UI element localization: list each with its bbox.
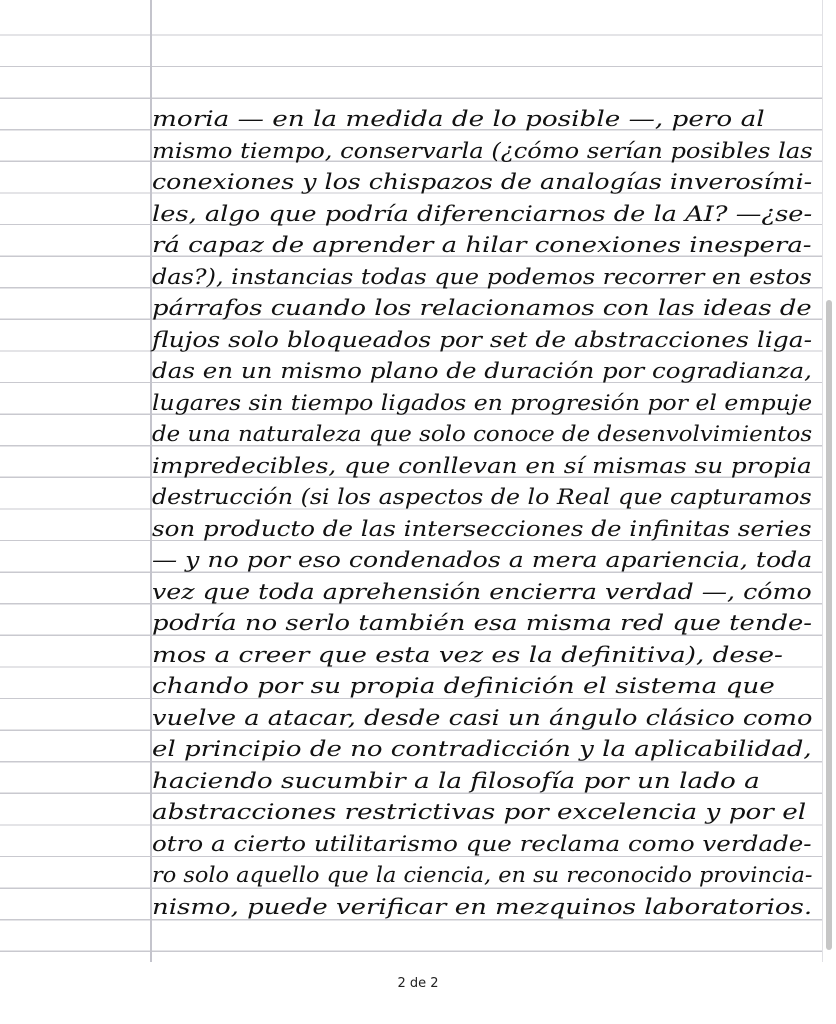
handwritten-text	[152, 104, 816, 923]
text-line: das en un mismo plano de duración por cogradianza,	[152, 359, 812, 383]
text-line: les, algo que podría diferenciarnos de la AI? —¿se-	[152, 201, 813, 226]
text-line: — y no por eso condenados a mera apariencia, toda	[152, 548, 813, 572]
text-line: moria — en la medida de lo posible —, pero al	[152, 107, 765, 131]
vertical-scrollbar[interactable]	[824, 0, 834, 962]
text-line: otro a cierto utilitarismo que reclama como verdade-	[152, 831, 812, 856]
text-line: son producto de las intersecciones de infinitas series	[152, 516, 812, 541]
page-edge	[822, 0, 823, 962]
text-line: ro solo aquello que la ciencia, en su reconocido provincia-	[152, 863, 813, 887]
text-line: impredecibles, que conllevan en sí mismas su propia	[152, 453, 812, 478]
text-line: rá capaz de aprender a hilar conexiones inespera-	[152, 233, 812, 257]
text-line: das?), instancias todas que podemos recorrer en estos	[152, 264, 812, 289]
page-indicator: 2 de 2	[397, 976, 439, 991]
text-line: podría no serlo también esa misma red que tende-	[152, 611, 813, 635]
text-line: vez que toda aprehensión encierra verdad —, cómo	[152, 579, 812, 604]
text-line: lugares sin tiempo ligados en progresión por el empuje	[152, 390, 813, 415]
text-line: chando por su propia definición el sistema que	[152, 674, 775, 698]
text-line: destrucción (si los aspectos de lo Real que capturamos	[152, 485, 812, 509]
text-line: de una naturaleza que solo conoce de desenvolvimientos	[152, 422, 813, 446]
scroll-thumb[interactable]	[826, 300, 832, 950]
text-line: párrafos cuando los relacionamos con las ideas de	[152, 296, 812, 320]
text-line: vuelve a atacar, desde casi un ángulo clásico como	[152, 705, 813, 730]
text-line: conexiones y los chispazos de analogías inverosími-	[152, 170, 813, 194]
text-line: el principio de no contradicción y la aplicabilidad,	[152, 737, 812, 761]
text-line: haciendo sucumbir a la filosofía por un lado a	[152, 768, 760, 793]
text-line: mos a creer que esta vez es la definitiva), dese-	[152, 642, 783, 667]
text-line: nismo, puede verificar en mezquinos laboratorios.	[152, 894, 813, 919]
text-line: mismo tiempo, conservarla (¿cómo serían posibles las	[152, 138, 813, 163]
text-line: flujos solo bloqueados por set de abstracciones liga-	[152, 327, 813, 352]
text-line: abstracciones restrictivas por excelencia y por el	[152, 800, 807, 824]
